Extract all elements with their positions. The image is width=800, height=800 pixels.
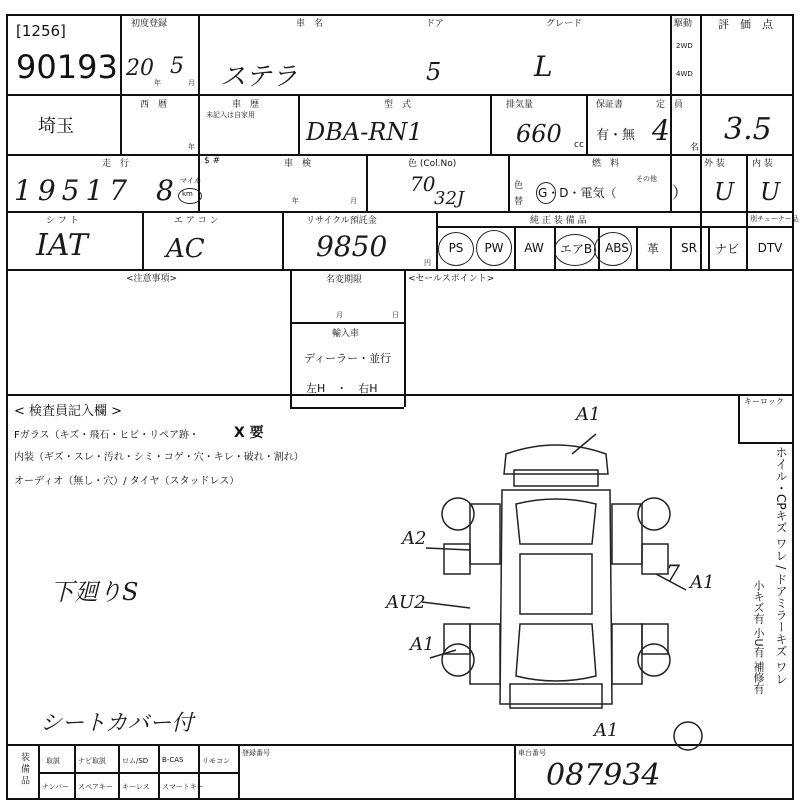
- label-dollar: $ #: [204, 156, 221, 166]
- ps-circle: [438, 232, 474, 266]
- label-warranty: 保証書: [596, 100, 624, 110]
- note-seat-cover: シートカバー付: [40, 711, 194, 736]
- equip-dtv: DTV: [757, 241, 783, 255]
- equip-leather: 革: [646, 241, 659, 256]
- label-registration: 登録番号: [242, 749, 270, 757]
- equip-pw: PW: [484, 241, 504, 255]
- first-reg-month: 5: [170, 54, 184, 79]
- color-no-value: 32J: [434, 188, 465, 209]
- damage-a1-left: A1: [410, 634, 435, 655]
- label-yen: 円: [424, 259, 431, 267]
- equip-airbag: エアB: [559, 241, 593, 256]
- shift-value: IAT: [36, 228, 88, 263]
- score-value: 3.5: [724, 112, 772, 147]
- label-2wd: 2WD: [676, 42, 693, 50]
- label-seireki-year: 年: [188, 143, 195, 151]
- inspection-month-mark: 月: [350, 197, 357, 205]
- label-doors: ドア: [426, 19, 444, 29]
- label-navi-manual: ナビ取説: [78, 757, 106, 765]
- label-notes: <注意事項>: [126, 274, 178, 284]
- capacity-value: 4: [652, 114, 670, 147]
- label-model: 型 式: [384, 100, 412, 110]
- aircon-value: AC: [166, 234, 205, 264]
- recycle-value: 9850: [316, 230, 388, 263]
- f-glass-x: X 要: [234, 425, 264, 441]
- label-spare-key: スペアキー: [78, 783, 113, 791]
- side-small-text: 小キズ有 小U有 補修有: [752, 580, 765, 695]
- label-manual: 取説: [46, 757, 60, 765]
- damage-a1-top: A1: [576, 404, 601, 425]
- name-change-month: 月: [336, 311, 343, 319]
- label-gae: 替: [514, 197, 524, 207]
- first-reg-year: 20: [126, 56, 154, 81]
- lot-number: 90193: [16, 48, 118, 86]
- label-bcas: B-CAS: [162, 756, 184, 764]
- label-interior: 内 装: [752, 159, 773, 169]
- audio-line: オーディオ（無し・穴）/ タイヤ（スタッドレス）: [14, 476, 240, 487]
- label-seireki: 西 暦: [140, 100, 168, 110]
- label-inspection: 車 検: [284, 159, 312, 169]
- warranty-value: 有・無: [596, 128, 636, 143]
- first-reg-month-mark: 月: [188, 79, 195, 87]
- mileage-value-last: 8: [156, 174, 174, 207]
- fuel-other-label: その他: [636, 175, 657, 183]
- pw-circle: [476, 230, 512, 266]
- label-score: 評 価 点: [718, 18, 773, 31]
- mileage-km-label: km: [182, 190, 193, 198]
- lot-prefix: [1256]: [16, 22, 66, 40]
- label-car-name: 車 名: [296, 19, 324, 29]
- grade-value: L: [534, 50, 553, 83]
- label-shaken-note: 未記入は自家用: [206, 111, 255, 119]
- inspection-sheet: [6, 14, 799, 800]
- doors-value: 5: [426, 58, 442, 86]
- label-handle: 左H ・ 右H: [306, 382, 378, 395]
- fuel-value: G・D・電気（: [538, 186, 617, 200]
- exterior-value: U: [714, 178, 735, 206]
- mileage-mile-label: マイル: [180, 177, 201, 185]
- damage-a2: A2: [402, 528, 427, 549]
- label-number-plate: ナンバー: [42, 783, 70, 791]
- label-rom-sd: ロム/SD: [122, 757, 149, 765]
- label-bottom-left: 装 備 品: [19, 752, 29, 785]
- name-change-day: 日: [392, 311, 399, 319]
- label-first-reg: 初度登録: [131, 19, 168, 29]
- first-reg-year-mark: 年: [154, 79, 161, 87]
- label-iro: 色: [514, 181, 524, 191]
- f-glass-line: Fガラス（キズ・飛石・ヒビ・リペア跡・: [14, 430, 200, 441]
- label-keyless: キーレス: [122, 783, 150, 791]
- inspection-year-mark: 年: [292, 197, 299, 205]
- side-text: ホイル・CPキズ ワレ / ドアミラーキズ ワレ: [774, 446, 788, 685]
- damage-seven: 7: [666, 562, 680, 587]
- model-value: DBA-RN1: [306, 118, 423, 146]
- label-aircon: エ ア コ ン: [174, 216, 219, 226]
- label-exterior: 外 装: [704, 159, 725, 169]
- label-tuner: 別チューナー品: [750, 215, 799, 223]
- damage-a1-right: A1: [690, 572, 715, 593]
- label-fuel: 燃 料: [592, 159, 620, 169]
- label-persons: 名: [690, 143, 700, 153]
- chassis-number: 087934: [546, 758, 661, 793]
- interior-line: 内装（ギズ・スレ・汚れ・シミ・コゲ・穴・キレ・破れ・割れ）: [14, 452, 304, 463]
- label-inspector: < 検査員記入欄 >: [14, 404, 123, 419]
- label-sales-point: <セールスポイント>: [408, 274, 495, 284]
- damage-au2: AU2: [386, 592, 426, 613]
- equip-sr: SR: [681, 241, 697, 255]
- label-recycle: リサイクル預託金: [306, 216, 377, 226]
- label-mileage: 走 行: [102, 159, 130, 169]
- label-4wd: 4WD: [676, 70, 693, 78]
- label-remote: リモコン: [202, 757, 230, 765]
- label-smart-key: スマートキー: [162, 783, 204, 791]
- airbag-circle: [554, 234, 596, 266]
- label-cc: cc: [574, 140, 584, 150]
- label-shift: シ フ ト: [46, 216, 79, 226]
- label-key-lock: キーロック: [744, 397, 784, 406]
- abs-circle: [594, 232, 632, 266]
- equip-ps: PS: [448, 241, 464, 255]
- displacement-value: 660: [516, 120, 562, 148]
- fuel-close: ）: [672, 183, 689, 202]
- damage-a1-bottom: A1: [594, 720, 619, 741]
- note-underbody: 下廻りS: [50, 578, 139, 606]
- label-grade: グレード: [546, 19, 583, 29]
- equip-navi: ナビ: [714, 241, 739, 256]
- equip-abs: ABS: [605, 241, 629, 255]
- car-name-value: ステラ: [220, 62, 298, 92]
- label-shaken: 車 歴: [232, 100, 260, 110]
- color-value: 70: [410, 172, 436, 196]
- label-color: 色 (Col.No): [408, 159, 457, 169]
- label-equipment: 純 正 装 備 品: [530, 216, 587, 226]
- mileage-value: 19517: [14, 174, 134, 207]
- label-capacity: 定 員: [656, 100, 684, 110]
- label-dealer: ディーラー・並行: [304, 352, 392, 365]
- label-name-change: 名変期限: [326, 275, 363, 285]
- label-displacement: 排気量: [506, 100, 534, 110]
- equip-aw: AW: [524, 241, 544, 255]
- label-chassis: 車台番号: [518, 749, 546, 757]
- label-drive: 駆動: [674, 19, 693, 29]
- interior-value: U: [760, 178, 781, 206]
- label-import: 輸入車: [332, 329, 360, 339]
- prefecture-value: 埼玉: [38, 116, 74, 137]
